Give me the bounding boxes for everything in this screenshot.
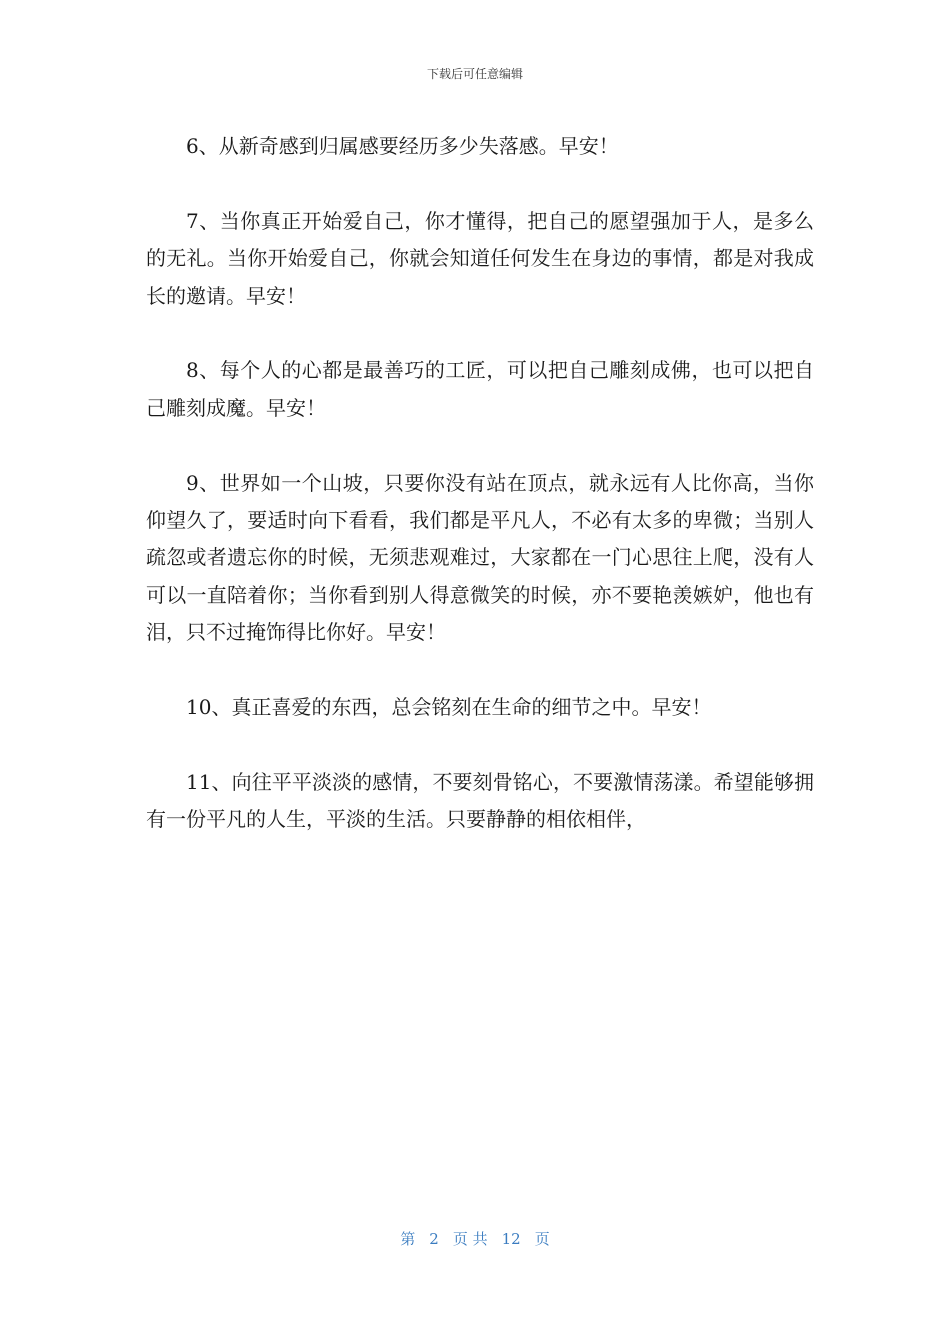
paragraph-10: 10、真正喜爱的东西，总会铭刻在生命的细节之中。早安！ [186,695,712,720]
footer-current-page: 2 [429,1230,439,1248]
paragraph-9: 9、世界如一个山坡，只要你没有站在顶点，就永远有人比你高，当你仰望久了，要适时向下看看，我们都是平凡人，不必有太多的卑微；当别人疏忽或者遗忘你的时候，无须悲观难过，大家都在一门心思往上爬，没有人可以一直陪着你；当你看到别人得意微笑的时候，亦不要艳羡嫉妒，他也有泪，只不过掩饰得比你好。早安！ [146,470,814,645]
page-footer [0,1229,950,1249]
paragraph-7: 7、当你真正开始爱自己，你才懂得，把自己的愿望强加于人，是多么的无礼。当你开始爱自己，你就会知道任何发生在身边的事情，都是对我成长的邀请。早安！ [146,208,814,308]
document-body [146,128,814,839]
paragraph-11: 11、向往平平淡淡的感情，不要刻骨铭心，不要激情荡漾。希望能够拥有一份平凡的人生，平淡的生活。只要静静的相依相伴， [146,769,814,832]
footer-middle: 页 共 [452,1230,488,1248]
paragraph-6: 6、从新奇感到归属感要经历多少失落感。早安！ [186,134,619,158]
footer-prefix: 第 [400,1230,416,1248]
footer-total-pages: 12 [501,1230,521,1248]
footer-suffix: 页 [534,1230,550,1248]
paragraph-8: 8、每个人的心都是最善巧的工匠，可以把自己雕刻成佛，也可以把自己雕刻成魔。早安！ [146,358,814,420]
page-header: 下载后可任意编辑 [426,67,523,81]
